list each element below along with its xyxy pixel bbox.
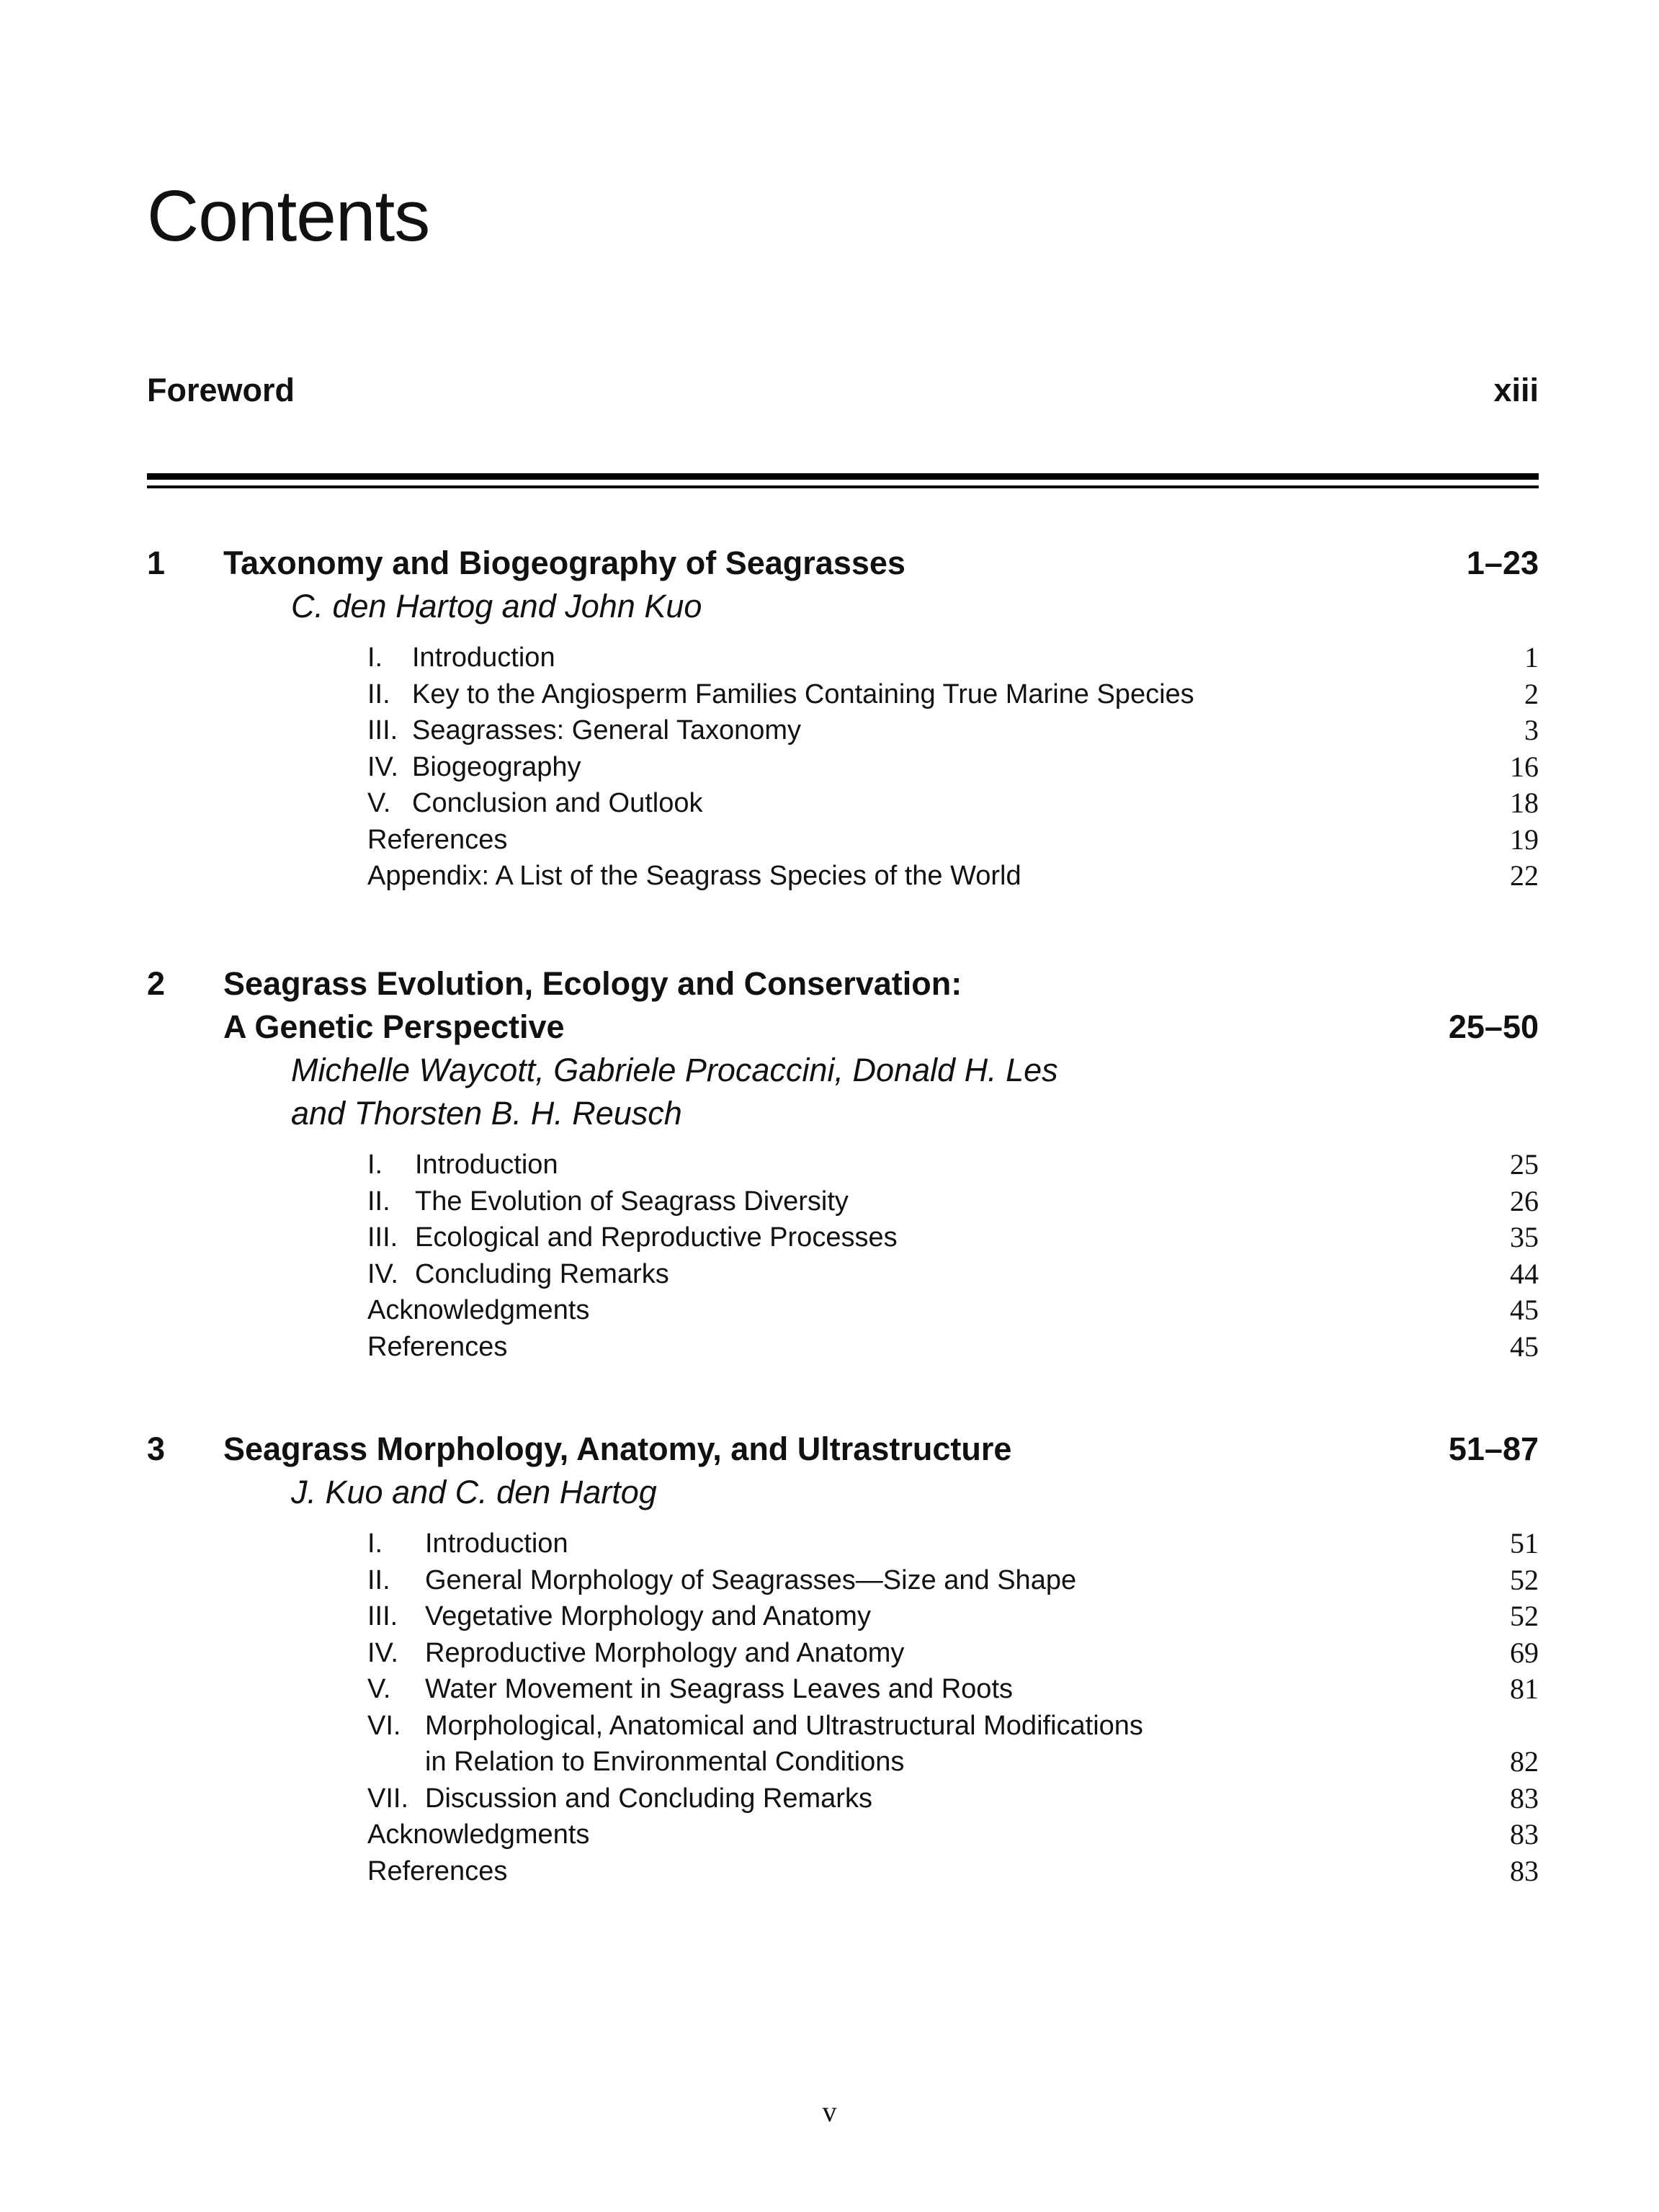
- chapter-heading[interactable]: [147, 1428, 1539, 1471]
- chapter-page-range: 1–23: [1466, 545, 1539, 581]
- chapter-title: Taxonomy and Biogeography of Seagrasses: [223, 545, 905, 581]
- chapter-title-line-1: Seagrass Evolution, Ecology and Conservation:: [223, 965, 962, 1002]
- toc-entry[interactable]: [367, 1329, 1539, 1366]
- foreword-page: xiii: [1493, 372, 1539, 408]
- toc-entry[interactable]: [367, 676, 1539, 713]
- toc-entry[interactable]: [367, 1183, 1539, 1220]
- toc-entry[interactable]: [367, 1853, 1539, 1890]
- chapter-2: [147, 962, 1539, 1365]
- entry-page: 35: [1510, 1221, 1539, 1253]
- entry-title: References: [367, 1331, 508, 1362]
- entry-numeral: V.: [367, 1674, 391, 1704]
- toc-entry[interactable]: [367, 1292, 1539, 1329]
- entry-page: 69: [1510, 1636, 1539, 1669]
- entry-page: 16: [1510, 750, 1539, 783]
- toc-entry[interactable]: [367, 1817, 1539, 1853]
- entry-title: Acknowledgments: [367, 1819, 590, 1850]
- entry-title: Ecological and Reproductive Processes: [415, 1222, 898, 1253]
- toc-entry[interactable]: [367, 1781, 1539, 1817]
- entry-title: The Evolution of Seagrass Diversity: [415, 1186, 849, 1217]
- chapter-number: 3: [147, 1430, 166, 1467]
- entry-page: 1: [1524, 641, 1539, 673]
- entry-numeral: I.: [367, 1528, 383, 1559]
- entry-title: Water Movement in Seagrass Leaves and Roots: [425, 1674, 1013, 1704]
- entry-page: 26: [1510, 1184, 1539, 1217]
- entry-numeral: V.: [367, 788, 391, 818]
- entry-title: in Relation to Environmental Conditions: [425, 1747, 905, 1777]
- entry-numeral: I.: [367, 642, 383, 673]
- entry-title: References: [367, 1855, 508, 1886]
- entry-title: Seagrasses: General Taxonomy: [412, 715, 802, 745]
- entry-numeral: III.: [367, 1222, 398, 1253]
- chapter-authors-line-1: Michelle Waycott, Gabriele Procaccini, Donald H. Les: [291, 1052, 1058, 1088]
- entry-numeral: IV.: [367, 1637, 398, 1668]
- page-folio: v: [822, 2095, 837, 2128]
- toc-entry[interactable]: [367, 1256, 1539, 1293]
- entry-page: 83: [1510, 1854, 1539, 1887]
- toc-entry[interactable]: [367, 1708, 1539, 1745]
- entry-page: 52: [1510, 1563, 1539, 1596]
- entry-page: 18: [1510, 787, 1539, 819]
- entry-title: Vegetative Morphology and Anatomy: [425, 1601, 871, 1631]
- entry-page: 51: [1510, 1527, 1539, 1559]
- entry-title: Introduction: [425, 1528, 568, 1559]
- entry-title: Morphological, Anatomical and Ultrastructural Modifications: [425, 1710, 1143, 1741]
- chapter-authors: C. den Hartog and John Kuo: [291, 588, 702, 624]
- toc-entry[interactable]: [367, 785, 1539, 822]
- entry-page: 83: [1510, 1781, 1539, 1814]
- chapter-page-range: 25–50: [1448, 1008, 1539, 1045]
- chapter-heading[interactable]: [147, 542, 1539, 585]
- chapter-number: 2: [147, 965, 166, 1002]
- entry-numeral: IV.: [367, 1258, 398, 1289]
- toc-entry[interactable]: [367, 858, 1539, 895]
- entry-title: Introduction: [415, 1150, 558, 1180]
- entry-page: 22: [1510, 859, 1539, 892]
- chapter-authors-line-2: and Thorsten B. H. Reusch: [291, 1095, 682, 1132]
- toc-entry[interactable]: [367, 1526, 1539, 1562]
- chapter-entries: [367, 1526, 1539, 1889]
- entry-numeral: II.: [367, 1564, 390, 1595]
- entry-numeral: III.: [367, 715, 398, 745]
- entry-title: General Morphology of Seagrasses—Size and Shape: [425, 1564, 1077, 1595]
- toc-entry[interactable]: [367, 1219, 1539, 1256]
- entry-title: Key to the Angiosperm Families Containing True Marine Species: [412, 679, 1194, 709]
- entry-numeral: IV.: [367, 751, 398, 782]
- double-rule-thin: [147, 485, 1539, 488]
- entry-page: 2: [1524, 677, 1539, 710]
- toc-entry[interactable]: [367, 822, 1539, 859]
- toc-entry[interactable]: [367, 712, 1539, 749]
- toc-entry[interactable]: [367, 1147, 1539, 1183]
- entry-numeral: VII.: [367, 1783, 409, 1814]
- entry-numeral: I.: [367, 1150, 383, 1180]
- chapter-heading[interactable]: [147, 962, 1539, 1049]
- entry-numeral: III.: [367, 1601, 398, 1631]
- chapter-title-line-2: A Genetic Perspective: [223, 1008, 565, 1045]
- page-title: Contents: [147, 176, 430, 256]
- chapter-number: 1: [147, 545, 166, 581]
- entry-page: 45: [1510, 1294, 1539, 1326]
- toc-entry[interactable]: [367, 640, 1539, 676]
- double-rule-thick: [147, 473, 1539, 480]
- chapter-title: Seagrass Morphology, Anatomy, and Ultrastructure: [223, 1430, 1012, 1467]
- entry-page: 3: [1524, 714, 1539, 746]
- entry-numeral: II.: [367, 1186, 390, 1217]
- foreword-entry[interactable]: [147, 372, 1539, 415]
- entry-title: Conclusion and Outlook: [412, 788, 703, 818]
- entry-title: Reproductive Morphology and Anatomy: [425, 1637, 905, 1668]
- entry-title: Discussion and Concluding Remarks: [425, 1783, 872, 1814]
- entry-page: 19: [1510, 823, 1539, 856]
- entry-title: References: [367, 824, 508, 855]
- entry-title: Acknowledgments: [367, 1295, 590, 1325]
- entry-page: 52: [1510, 1600, 1539, 1632]
- chapter-entries: [367, 1147, 1539, 1365]
- chapter-entries: [367, 640, 1539, 895]
- entry-page: 81: [1510, 1673, 1539, 1705]
- entry-numeral: II.: [367, 679, 390, 709]
- entry-page: 44: [1510, 1257, 1539, 1290]
- entry-page: 25: [1510, 1148, 1539, 1181]
- toc-entry[interactable]: [367, 749, 1539, 786]
- entry-title: Concluding Remarks: [415, 1258, 669, 1289]
- chapter-3: [147, 1428, 1539, 1889]
- entry-numeral: VI.: [367, 1710, 401, 1741]
- foreword-label: Foreword: [147, 372, 295, 408]
- entry-page: 45: [1510, 1330, 1539, 1363]
- toc-entry[interactable]: [367, 1635, 1539, 1672]
- chapter-page-range: 51–87: [1448, 1430, 1539, 1467]
- entry-title: Introduction: [412, 642, 555, 673]
- toc-entry[interactable]: [367, 1671, 1539, 1708]
- toc-entry[interactable]: [367, 1562, 1539, 1599]
- entry-title: Biogeography: [412, 751, 581, 782]
- entry-page: 82: [1510, 1745, 1539, 1778]
- chapter-1: [147, 542, 1539, 895]
- entry-title: Appendix: A List of the Seagrass Species of the World: [367, 861, 1021, 891]
- toc-entry-continuation[interactable]: [367, 1744, 1539, 1781]
- toc-entry[interactable]: [367, 1598, 1539, 1635]
- chapter-authors: J. Kuo and C. den Hartog: [291, 1474, 657, 1510]
- entry-page: 83: [1510, 1818, 1539, 1850]
